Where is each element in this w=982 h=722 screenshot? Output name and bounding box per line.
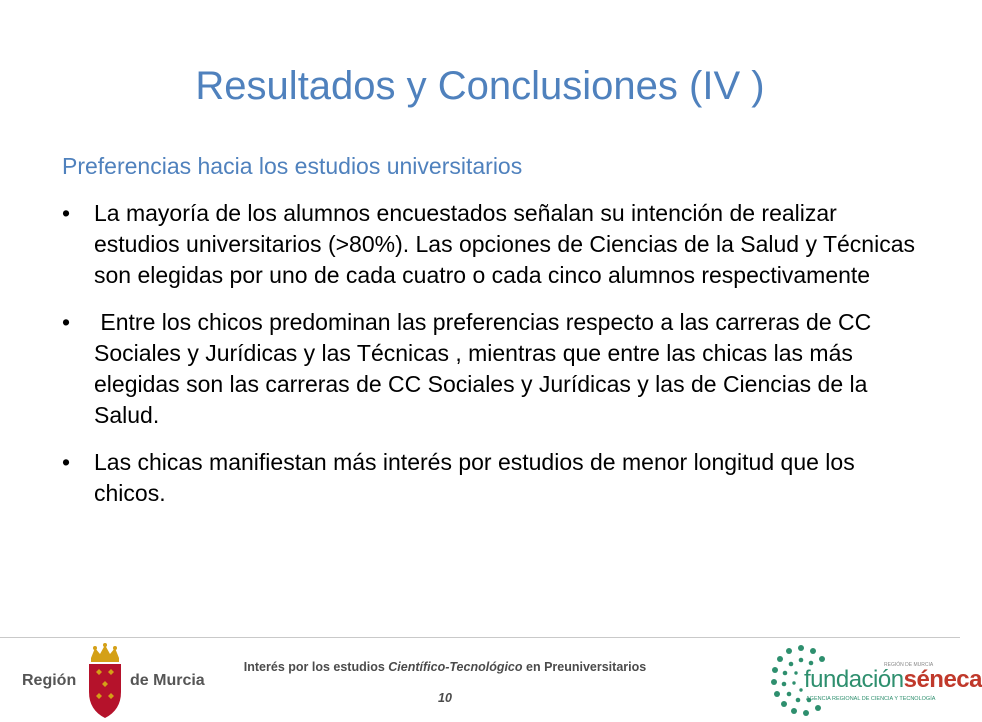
- brand-part-fundacion: fundación: [804, 666, 904, 693]
- bullet-dot: •: [62, 449, 71, 475]
- seneca-tagline: AGENCIA REGIONAL DE CIENCIA Y TECNOLOGÍA: [806, 696, 936, 702]
- bullet-item: [62, 307, 922, 431]
- bullet-list: [62, 198, 922, 525]
- bullet-text: Entre los chicos predominan las preferencias respecto a las carreras de CC Sociales y Jurídicas y las Técnicas , mientras que entre las chicas las más elegidas son las carreras de CC Sociales y Jurídicas y las de Ciencias de la Salud.: [94, 309, 878, 428]
- footer-text-italic: Científico-Tecnológico: [388, 660, 523, 674]
- footer-text-start: Interés por los estudios: [243, 660, 389, 674]
- region-murcia-logo: [0, 640, 210, 720]
- footer-caption: [210, 660, 680, 674]
- bullet-dot: •: [62, 200, 71, 226]
- fundacion-seneca-logo: [766, 640, 982, 720]
- seneca-small-top: REGIÓN DE MURCIA: [884, 662, 934, 668]
- slide-title: Resultados y Conclusiones (IV ): [195, 64, 765, 108]
- brand-part-seneca: séneca: [903, 666, 982, 693]
- bullet-item: [62, 447, 922, 509]
- logo-word-region: Región: [22, 672, 77, 689]
- murcia-coat-of-arms-icon: [83, 642, 127, 722]
- logo-word-murcia: de Murcia: [130, 672, 205, 689]
- bullet-text: Las chicas manifiestan más interés por estudios de menor longitud que los chicos.: [94, 449, 855, 506]
- slide-subtitle: Preferencias hacia los estudios universitarios: [62, 153, 523, 179]
- seneca-brand: [804, 666, 982, 694]
- bullet-item: [62, 198, 922, 291]
- bullet-text: La mayoría de los alumnos encuestados señalan su intención de realizar estudios universitarios (>80%). Las opciones de Ciencias de la Salud y Técnicas son elegidas por uno de cada cuatro o cada cinco alumnos respectivamente: [94, 200, 915, 288]
- footer-divider: [0, 637, 960, 638]
- footer-text-end: en Preuniversitarios: [522, 660, 647, 674]
- bullet-dot: •: [62, 309, 71, 335]
- page-number: 10: [438, 691, 452, 705]
